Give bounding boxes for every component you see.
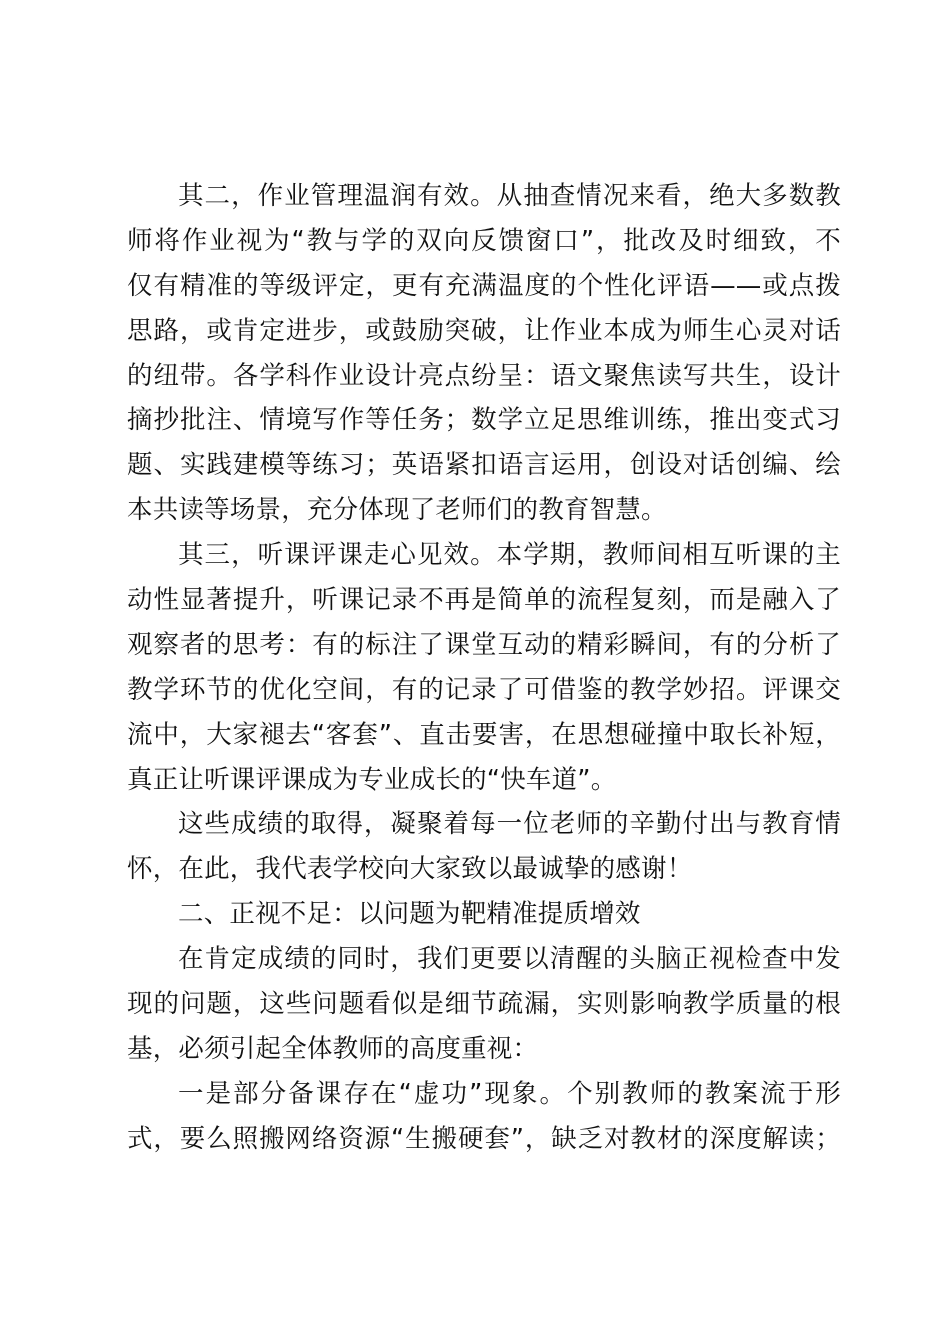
text-line: 这些成绩的取得，凝聚着每一位老师的辛勤付出与教育情: [178, 809, 841, 840]
paragraph-homework-management: [127, 174, 841, 533]
text-line: 教学环节的优化空间，有的记录了可借鉴的教学妙招。评课交: [127, 674, 841, 705]
text-line: 其三，听课评课走心见效。本学期，教师间相互听课的主: [178, 540, 841, 571]
paragraph-thanks: [127, 802, 841, 892]
paragraph-problems-intro: [127, 937, 841, 1072]
document-body: [127, 174, 841, 1162]
text-line: 流中，大家褪去“客套”、直击要害，在思想碰撞中取长补短，: [127, 719, 841, 750]
text-line: 基，必须引起全体教师的高度重视：: [127, 1033, 539, 1064]
text-line: 真正让听课评课成为专业成长的“快车道”。: [127, 764, 617, 795]
text-line: 怀，在此，我代表学校向大家致以最诚挚的感谢！: [127, 854, 693, 885]
section-heading: [127, 892, 841, 937]
text-line: 本共读等场景，充分体现了老师们的教育智慧。: [127, 495, 667, 526]
text-line: 的纽带。各学科作业设计亮点纷呈：语文聚焦读写共生，设计: [127, 360, 841, 391]
paragraph-lesson-observation: [127, 533, 841, 802]
text-line: 式，要么照搬网络资源“生搬硬套”，缺乏对教材的深度解读；: [127, 1123, 841, 1154]
text-line: 摘抄批注、情境写作等任务；数学立足思维训练，推出变式习: [127, 405, 841, 436]
text-line: 题、实践建模等练习；英语紧扣语言运用，创设对话创编、绘: [127, 450, 841, 481]
text-line: 在肯定成绩的同时，我们更要以清醒的头脑正视检查中发: [178, 944, 841, 975]
text-line: 现的问题，这些问题看似是细节疏漏，实则影响教学质量的根: [127, 989, 841, 1020]
text-line: 其二，作业管理温润有效。从抽查情况来看，绝大多数教: [178, 181, 841, 211]
text-line: 一是部分备课存在“虚功”现象。个别教师的教案流于形: [178, 1078, 841, 1109]
text-line: 动性显著提升，听课记录不再是简单的流程复刻，而是融入了: [127, 585, 841, 616]
text-line: 仅有精准的等级评定，更有充满温度的个性化评语——或点拨: [127, 270, 841, 301]
text-line: 观察者的思考：有的标注了课堂互动的精彩瞬间，有的分析了: [127, 629, 841, 660]
text-line: 思路，或肯定进步，或鼓励突破，让作业本成为师生心灵对话: [127, 315, 841, 346]
section-heading-text: 二、正视不足：以问题为靶精准提质增效: [178, 899, 641, 930]
text-line: 师将作业视为“教与学的双向反馈窗口”，批改及时细致，不: [127, 225, 841, 256]
paragraph-problem-one: [127, 1072, 841, 1162]
